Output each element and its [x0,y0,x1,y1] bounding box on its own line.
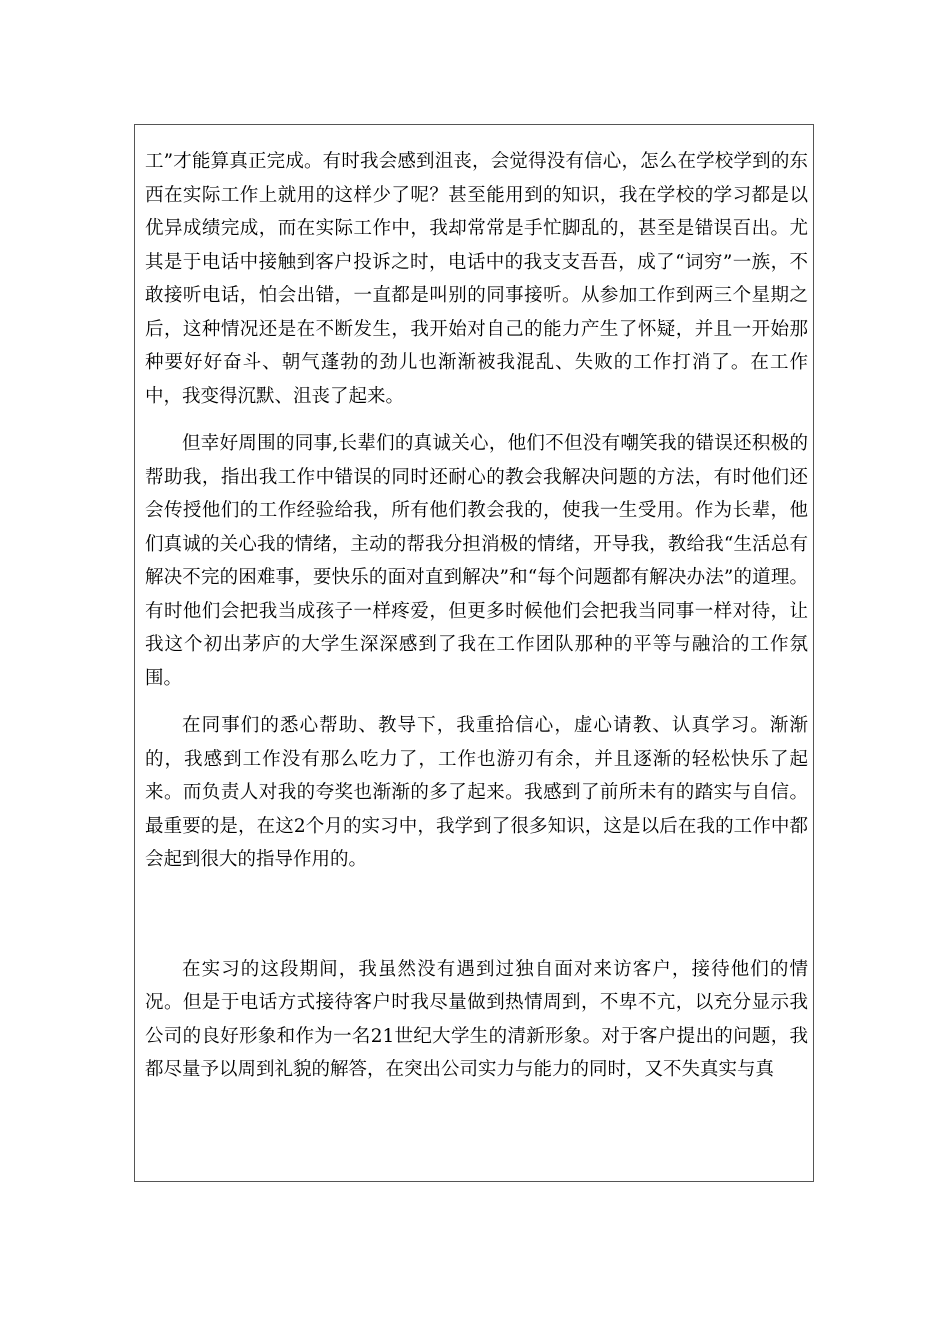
paragraph-1: 工”才能算真正完成。有时我会感到沮丧，会觉得没有信心，怎么在学校学到的东西在实际工作上就用的这样少了呢？甚至能用到的知识，我在学校的学习都是以优异成绩完成，而在实际工作中，我却常常是手忙脚乱的，甚至是错误百出。尤其是于电话中接触到客户投诉之时，电话中的我支支吾吾，成了“词穷”一族，不敢接听电话，怕会出错，一直都是叫别的同事接听。从参加工作到两三个星期之后，这种情况还是在不断发生，我开始对自己的能力产生了怀疑，并且一开始那种要好好奋斗、朝气蓬勃的劲儿也渐渐被我混乱、失败的工作打消了。在工作中，我变得沉默、沮丧了起来。 [145,151,808,407]
paragraph-3: 在同事们的悉心帮助、教导下，我重拾信心，虚心请教、认真学习。渐渐的，我感到工作没有那么吃力了，工作也游刃有余，并且逐渐的轻松快乐了起来。而负责人对我的夸奖也渐渐的多了起来。我感到了前所未有的踏实与自信。最重要的是，在这2个月的实习中，我学到了很多知识，这是以后在我的工作中都会起到很大的指导作用的。 [145,715,808,870]
paragraph-spacer [145,413,808,427]
paragraph-2: 但幸好周围的同事,长辈们的真诚关心，他们不但没有嘲笑我的错误还积极的帮助我，指出我工作中错误的同时还耐心的教会我解决问题的方法，有时他们还会传授他们的工作经验给我，所有他们教会我的，使我一生受用。作为长辈，他们真诚的关心我的情绪，主动的帮我分担消极的情绪，开导我，教给我“生活总有解决不完的困难事，要快乐的面对直到解决”和“每个问题都有解决办法”的道理。有时他们会把我当成孩子一样疼爱，但更多时候他们会把我当同事一样对待，让我这个初出茅庐的大学生深深感到了我在工作团队那种的平等与融洽的工作氛围。 [145,433,808,689]
paragraph-spacer [145,877,808,953]
paragraph-4: 在实习的这段期间，我虽然没有遇到过独自面对来访客户，接待他们的情况。但是于电话方式接待客户时我尽量做到热情周到，不卑不亢，以充分显示我公司的良好形象和作为一名21世纪大学生的清新形象。对于客户提出的问题，我都尽量予以周到礼貌的解答，在突出公司实力与能力的同时，又不失真实与真 [145,958,808,1080]
document-body [145,145,808,1087]
paragraph-spacer [145,695,808,709]
document-frame [134,124,814,1182]
